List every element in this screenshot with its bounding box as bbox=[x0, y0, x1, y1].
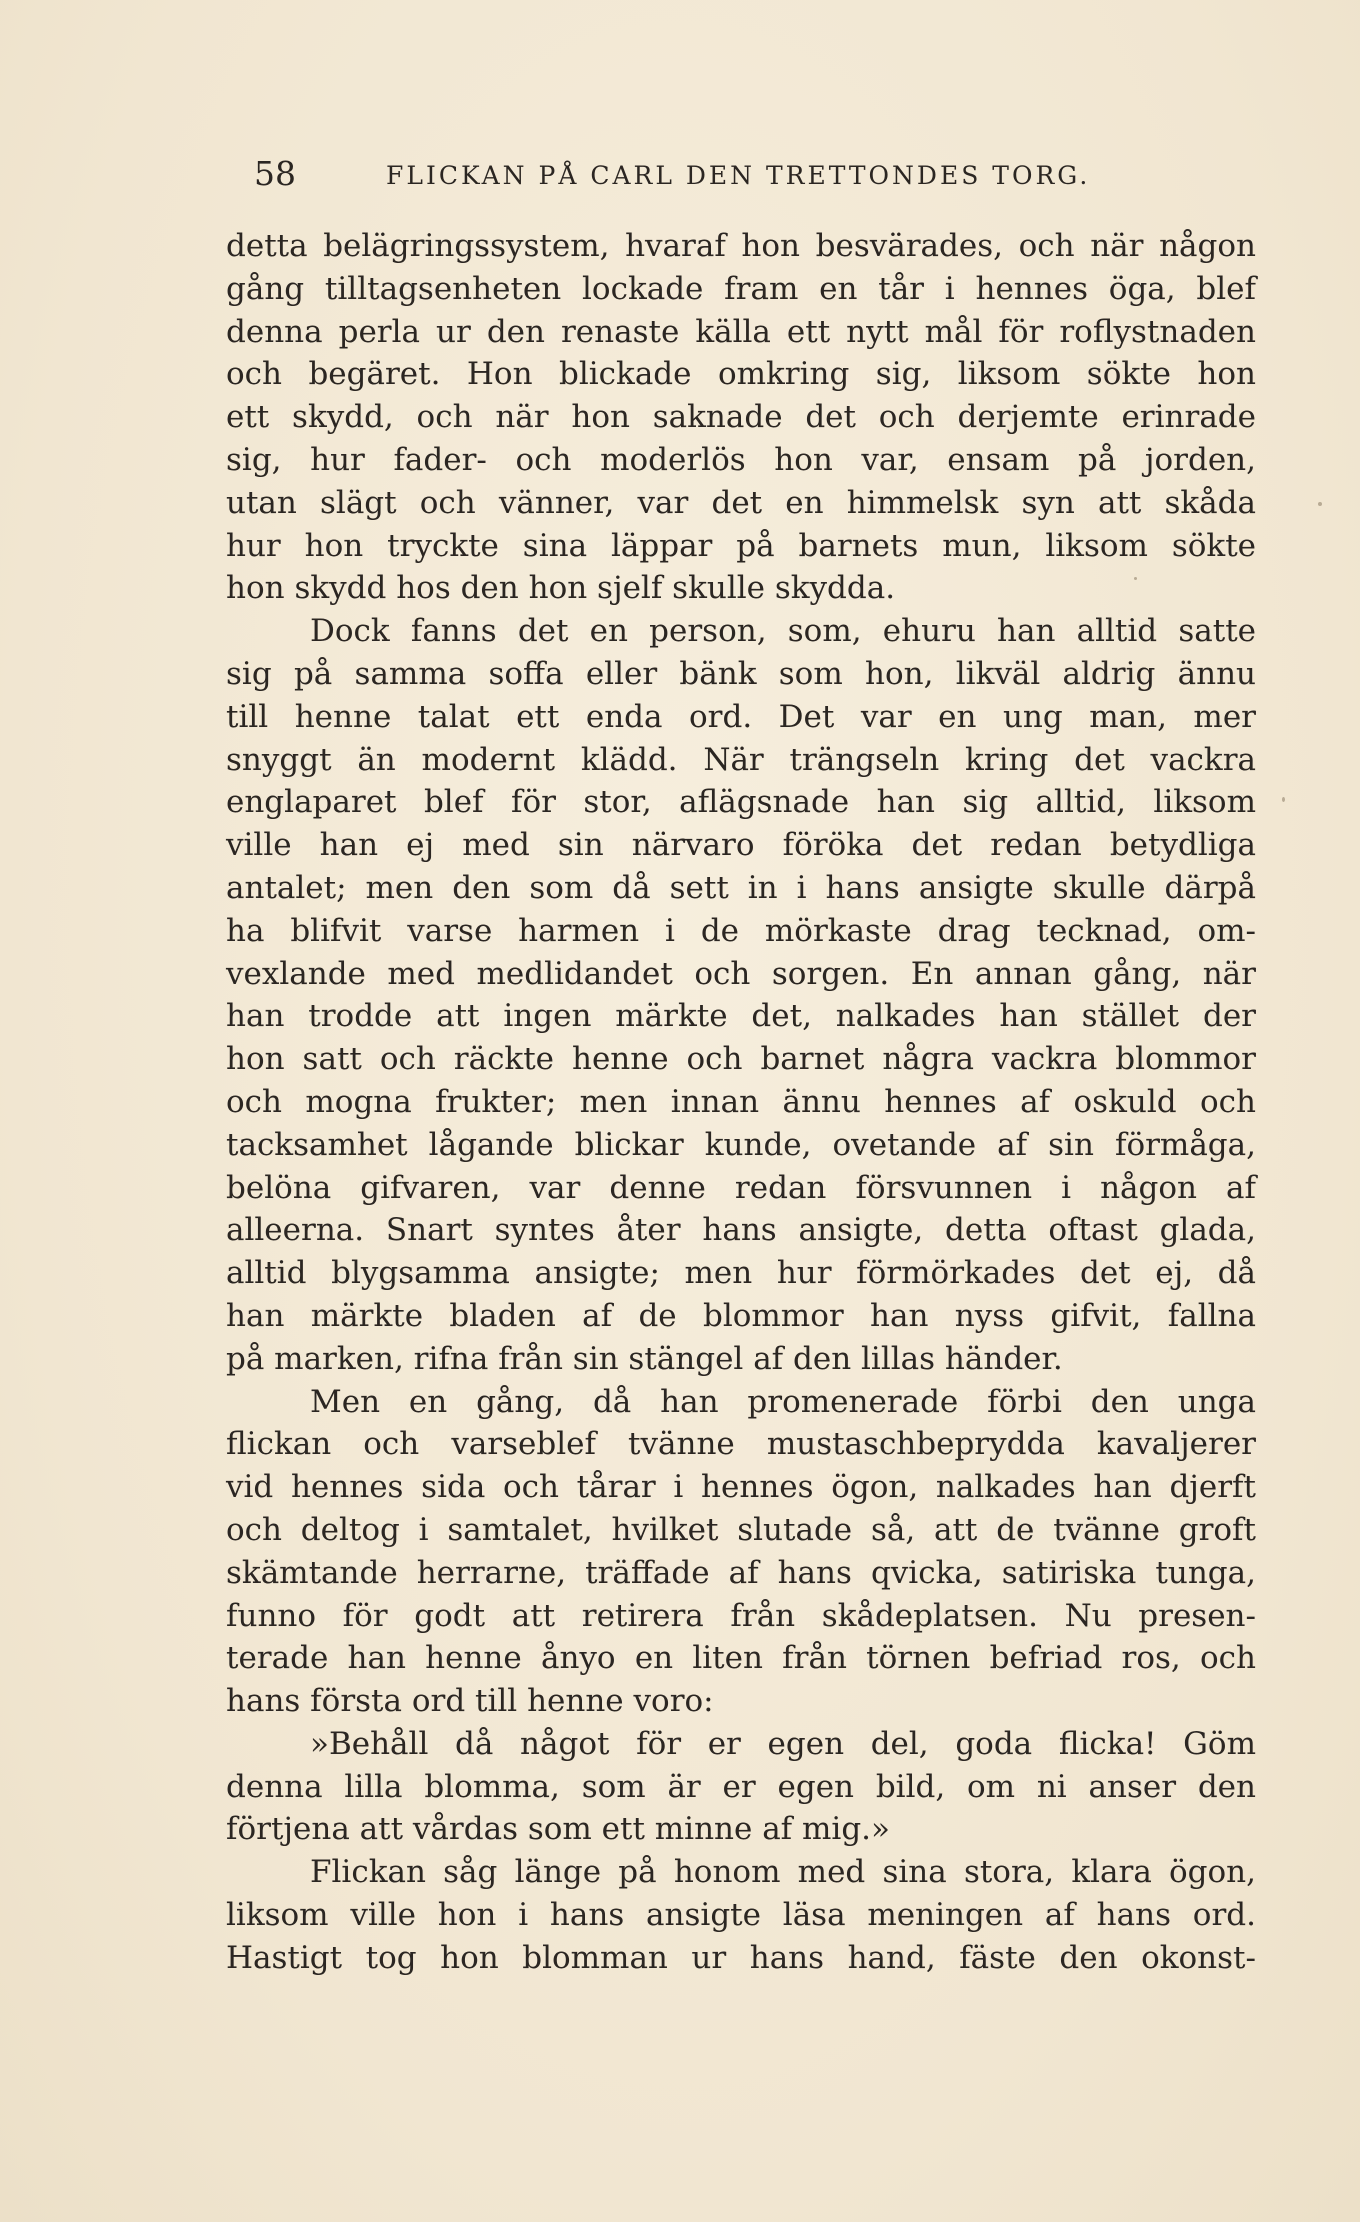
text-line: antalet; men den som då sett in i hans ansigte skulle därpå bbox=[226, 869, 1256, 906]
text-line: och deltog i samtalet, hvilket slutade så, att de tvänne groft bbox=[226, 1511, 1256, 1548]
text-line: liksom ville hon i hans ansigte läsa meningen af hans ord. bbox=[226, 1897, 1256, 1934]
text-line: alleerna. Snart syntes åter hans ansigte, detta oftast glada, bbox=[226, 1212, 1256, 1249]
paper-speck bbox=[1282, 797, 1285, 802]
text-line: Flickan såg länge på honom med sina stora, klara ögon, bbox=[310, 1854, 1256, 1891]
text-line: skämtande herrarne, träffade af hans qvicka, satiriska tunga, bbox=[226, 1554, 1256, 1591]
text-line: snyggt än modernt klädd. När trängseln kring det vackra bbox=[226, 741, 1256, 778]
text-line: och begäret. Hon blickade omkring sig, liksom sökte hon bbox=[226, 356, 1256, 393]
text-line: Dock fanns det en person, som, ehuru han alltid satte bbox=[310, 613, 1256, 650]
text-line: belöna gifvaren, var denne redan försvunnen i någon af bbox=[226, 1169, 1256, 1206]
text-line: ett skydd, och när hon saknade det och derjemte erinrade bbox=[226, 399, 1256, 436]
text-line: hon satt och räckte henne och barnet några vackra blommor bbox=[226, 1041, 1256, 1078]
text-line: utan slägt och vänner, var det en himmelsk syn att skåda bbox=[226, 484, 1256, 521]
text-line: hur hon tryckte sina läppar på barnets mun, liksom sökte bbox=[226, 527, 1256, 564]
text-line: och mogna frukter; men innan ännu hennes af oskuld och bbox=[226, 1083, 1256, 1120]
paper-speck bbox=[1318, 502, 1322, 506]
text-line: sig på samma soffa eller bänk som hon, likväl aldrig ännu bbox=[226, 655, 1256, 692]
text-line: gång tilltagsenheten lockade fram en tår i hennes öga, blef bbox=[226, 270, 1256, 307]
text-line: denna lilla blomma, som är er egen bild, om ni anser den bbox=[226, 1768, 1256, 1805]
page-number: 58 bbox=[254, 154, 296, 193]
text-line: vid hennes sida och tårar i hennes ögon, nalkades han djerft bbox=[226, 1469, 1256, 1506]
text-line: flickan och varseblef tvänne mustaschbeprydda kavaljerer bbox=[226, 1426, 1256, 1463]
running-head: FLICKAN PÅ CARL DEN TRETTONDES TORG. bbox=[386, 161, 1091, 190]
text-line: tacksamhet lågande blickar kunde, ovetande af sin förmåga, bbox=[226, 1126, 1256, 1163]
text-line: hans första ord till henne voro: bbox=[226, 1683, 714, 1720]
page-header bbox=[226, 152, 1136, 196]
text-line: terade han henne ånyo en liten från törnen befriad ros, och bbox=[226, 1640, 1256, 1677]
text-line: han trodde att ingen märkte det, nalkades han stället der bbox=[226, 998, 1256, 1035]
text-line: hon skydd hos den hon sjelf skulle skydda. bbox=[226, 570, 896, 607]
text-line: Men en gång, då han promenerade förbi den unga bbox=[310, 1383, 1256, 1420]
text-line: förtjena att vårdas som ett minne af mig.» bbox=[226, 1811, 890, 1848]
text-line: sig, hur fader- och moderlös hon var, ensam på jorden, bbox=[226, 441, 1256, 478]
text-line: englaparet blef för stor, aflägsnade han sig alltid, liksom bbox=[226, 784, 1256, 821]
paper-speck bbox=[1134, 577, 1137, 580]
text-line: till henne talat ett enda ord. Det var en ung man, mer bbox=[226, 698, 1256, 735]
text-line: han märkte bladen af de blommor han nyss gifvit, fallna bbox=[226, 1297, 1256, 1334]
text-line: denna perla ur den renaste källa ett nytt mål för roflystnaden bbox=[226, 313, 1256, 350]
text-line: ha blifvit varse harmen i de mörkaste drag tecknad, om- bbox=[226, 912, 1256, 949]
text-line: funno för godt att retirera från skådeplatsen. Nu presen- bbox=[226, 1597, 1256, 1634]
text-line: detta belägringssystem, hvaraf hon besvärades, och när någon bbox=[226, 228, 1256, 264]
body-text bbox=[226, 225, 1256, 1980]
text-line: på marken, rifna från sin stängel af den lillas händer. bbox=[226, 1340, 1063, 1377]
text-line: »Behåll då något för er egen del, goda flicka! Göm bbox=[310, 1725, 1256, 1762]
text-line: alltid blygsamma ansigte; men hur förmörkades det ej, då bbox=[226, 1255, 1256, 1292]
text-line: vexlande med medlidandet och sorgen. En annan gång, när bbox=[226, 955, 1256, 992]
text-line: Hastigt tog hon blomman ur hans hand, fäste den okonst- bbox=[226, 1939, 1256, 1976]
text-line: ville han ej med sin närvaro föröka det redan betydliga bbox=[226, 827, 1256, 864]
